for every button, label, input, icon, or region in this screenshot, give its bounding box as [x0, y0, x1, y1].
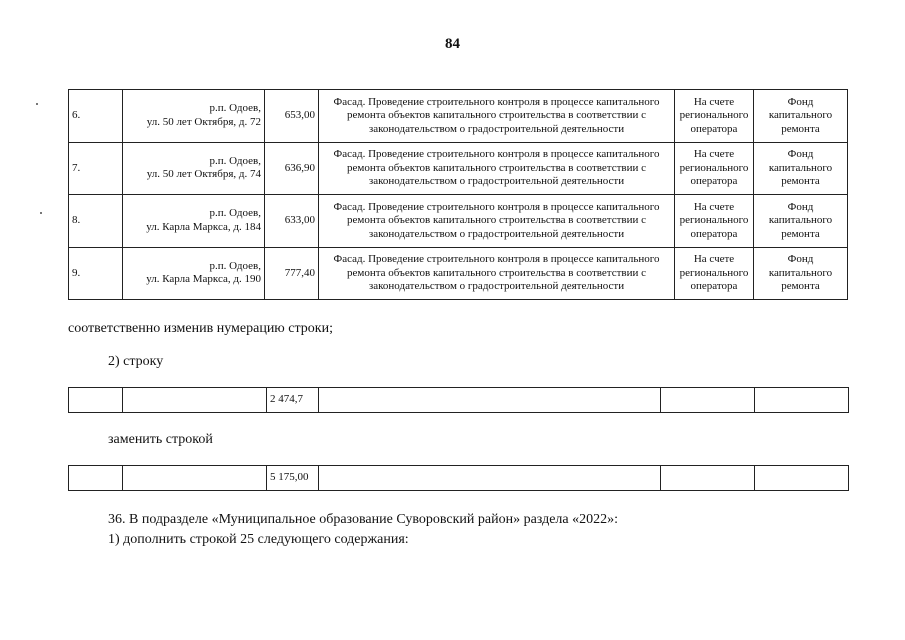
new-row-fund-cell [661, 466, 755, 491]
old-row-fund-cell [661, 388, 755, 413]
row-number: 9. [69, 247, 123, 300]
renumber-note: соответственно изменив нумерацию строки; [68, 321, 333, 336]
table-row [69, 90, 848, 143]
row-fund-location: На счете регионального оператора [675, 90, 754, 143]
new-row-num-cell [69, 466, 123, 491]
row-address-line2: ул. Карла Маркса, д. 184 [146, 220, 261, 233]
row-address [123, 195, 265, 248]
row-funding-source: Фонд капитального ремонта [754, 247, 848, 300]
table-row [69, 142, 848, 195]
row-fund-location: На счете регионального оператора [675, 247, 754, 300]
new-row-work-cell [319, 466, 661, 491]
repair-works-table-body [69, 90, 848, 300]
row-address-line1: р.п. Одоев, [209, 102, 261, 115]
new-row-table [68, 465, 849, 491]
row-number: 7. [69, 142, 123, 195]
row-address [123, 90, 265, 143]
row-work-description: Фасад. Проведение строительного контроля в процессе капитального ремонта объектов капитального строительства в соответствии с законодательством о градостроительной деятельности [319, 90, 675, 143]
row-funding-source: Фонд капитального ремонта [754, 142, 848, 195]
section-36-heading: 36. В подразделе «Муниципальное образование Суворовский район» раздела «2022»: [108, 512, 618, 527]
item-1-add-label: 1) дополнить строкой 25 следующего содержания: [108, 532, 409, 547]
scan-speck [40, 212, 42, 214]
item-2-label: 2) строку [108, 354, 164, 369]
row-address-line2: ул. 50 лет Октября, д. 74 [146, 168, 261, 181]
old-row [69, 388, 849, 413]
new-row-address-cell [123, 466, 267, 491]
row-sum: 636,90 [265, 142, 319, 195]
row-work-description: Фасад. Проведение строительного контроля в процессе капитального ремонта объектов капитального строительства в соответствии с законодательством о градостроительной деятельности [319, 247, 675, 300]
row-work-description: Фасад. Проведение строительного контроля в процессе капитального ремонта объектов капитального строительства в соответствии с законодательством о градостроительной деятельности [319, 195, 675, 248]
scan-speck [36, 103, 38, 105]
old-row-num-cell [69, 388, 123, 413]
row-address-line1: р.п. Одоев, [209, 154, 261, 167]
new-row-sum-cell: 5 175,00 [267, 466, 319, 491]
row-sum: 653,00 [265, 90, 319, 143]
new-row-source-cell [755, 466, 849, 491]
row-address-line2: ул. 50 лет Октября, д. 72 [146, 115, 261, 128]
row-address-line1: р.п. Одоев, [209, 259, 261, 272]
old-row-source-cell [755, 388, 849, 413]
old-row-table [68, 387, 849, 413]
row-work-description: Фасад. Проведение строительного контроля в процессе капитального ремонта объектов капитального строительства в соответствии с законодательством о градостроительной деятельности [319, 142, 675, 195]
row-sum: 633,00 [265, 195, 319, 248]
row-funding-source: Фонд капитального ремонта [754, 90, 848, 143]
old-row-sum-cell: 2 474,7 [267, 388, 319, 413]
old-row-address-cell [123, 388, 267, 413]
row-address-line1: р.п. Одоев, [209, 207, 261, 220]
replace-with-label: заменить строкой [108, 432, 213, 447]
table-row [69, 195, 848, 248]
row-fund-location: На счете регионального оператора [675, 142, 754, 195]
row-number: 6. [69, 90, 123, 143]
old-row-work-cell [319, 388, 661, 413]
row-sum: 777,40 [265, 247, 319, 300]
row-address-line2: ул. Карла Маркса, д. 190 [146, 273, 261, 286]
row-number: 8. [69, 195, 123, 248]
row-funding-source: Фонд капитального ремонта [754, 195, 848, 248]
table-row [69, 247, 848, 300]
row-address [123, 142, 265, 195]
row-fund-location: На счете регионального оператора [675, 195, 754, 248]
new-row [69, 466, 849, 491]
row-address [123, 247, 265, 300]
page-number: 84 [445, 36, 460, 52]
repair-works-table [68, 89, 848, 300]
